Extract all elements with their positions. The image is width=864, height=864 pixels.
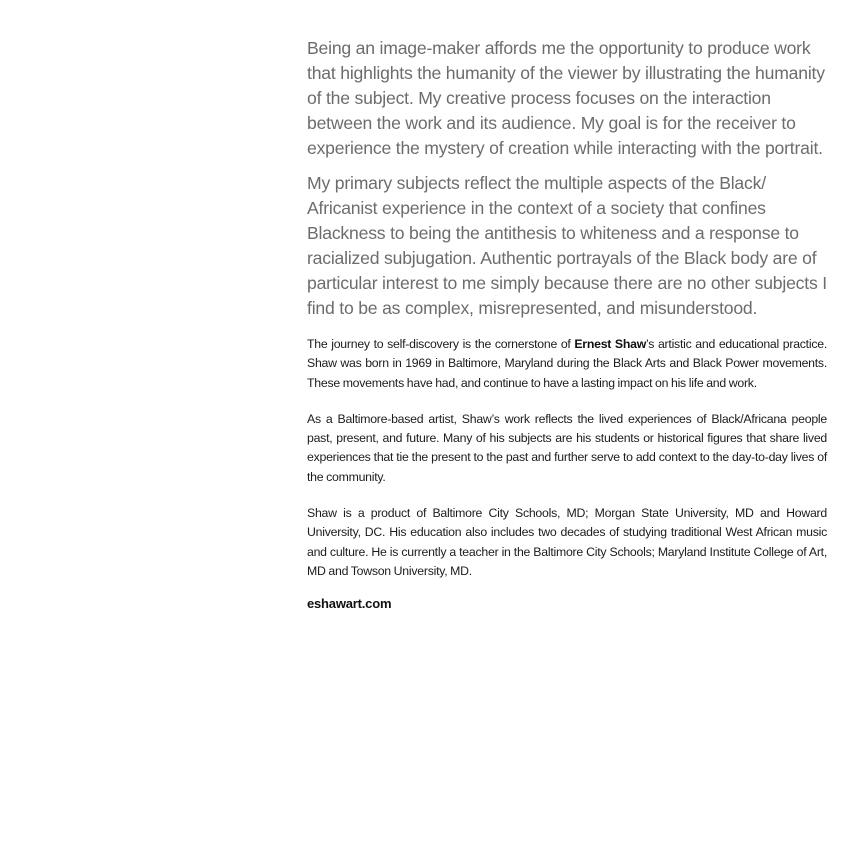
- bio-paragraph-1: [307, 335, 827, 393]
- text-column: [307, 36, 827, 613]
- artist-name: Ernest Shaw: [574, 337, 647, 351]
- bio-paragraph-3: Shaw is a product of Baltimore City Schools, MD; Morgan State University, MD and Howard University, DC. His education also includes two decades of studying traditional West African music and culture. He is currently a teacher in the Baltimore City Schools; Maryland Institute College of Art, MD and Towson University, MD.: [307, 506, 827, 578]
- artist-statement-paragraph-2: My primary subjects reflect the multiple aspects of the Black/ Africanist experience in the context of a society that confines Blackness to being the antithesis to whiteness and a response to racialized subjugation. Authentic portrayals of the Black body are of particular interest to me simply because there are no other subjects I find to be as complex, misrepresented, and misunderstood.: [307, 173, 827, 318]
- artist-statement-paragraph-1: Being an image-maker affords me the opportunity to produce work that highlights the humanity of the viewer by illustrating the humanity of the subject. My creative process focuses on the interaction between the work and its audience. My goal is for the receiver to experience the mystery of creation while interacting with the portrait.: [307, 38, 825, 158]
- bio-paragraph-1-text-after: ’s artistic and educational practice. Shaw was born in 1969 in Baltimore, Maryland during the Black Arts and Black Power movements. These movements have had, and continue to have a lasting impact on his life and work.: [307, 337, 827, 390]
- website-url: eshawart.com: [307, 596, 392, 612]
- bio-paragraph-2: As a Baltimore-based artist, Shaw’s work reflects the lived experiences of Black/Africana people past, present, and future. Many of his subjects are his students or historical figures that share lived experiences that tie the present to the past and further serve to add context to the day-to-day lives of the community.: [307, 411, 827, 484]
- bio-paragraph-1-text-before: The journey to self-discovery is the cornerstone of: [307, 337, 575, 351]
